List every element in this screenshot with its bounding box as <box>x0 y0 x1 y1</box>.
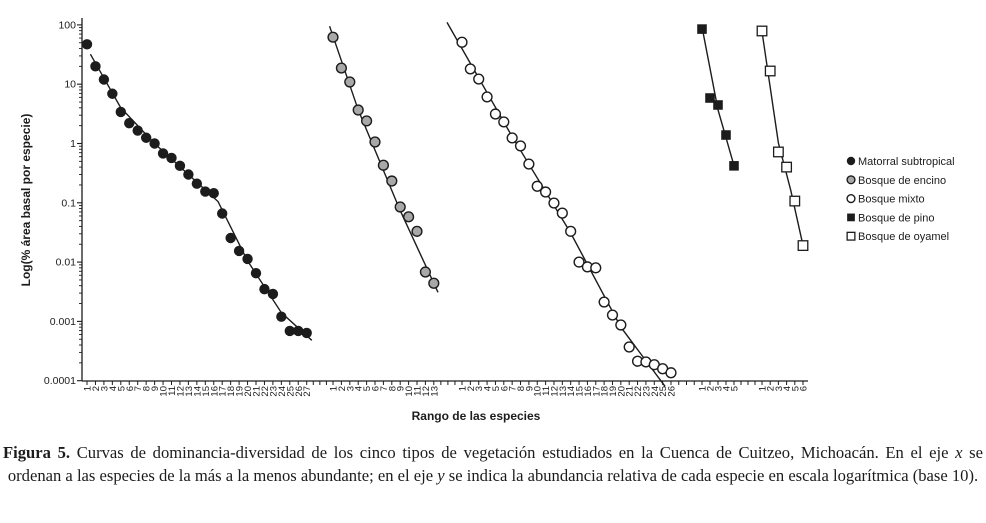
y-tick-label: 1 <box>70 138 76 150</box>
x-rank-label: 2 <box>705 386 717 392</box>
x-rank-label: 2 <box>465 386 477 392</box>
x-rank-label: 25 <box>658 386 670 397</box>
x-rank-label: 22 <box>633 386 645 397</box>
legend-label: Bosque de pino <box>858 212 935 225</box>
x-rank-label: 13 <box>557 386 569 397</box>
series-bosque-de-encino <box>328 26 439 292</box>
caption-segment: se indica la abundancia relativa de cada especie en escala logarítmica (base 10). <box>444 465 979 485</box>
x-rank-label: 7 <box>378 386 390 392</box>
x-rank-label: 4 <box>721 386 733 392</box>
x-rank-label: 8 <box>516 386 528 392</box>
legend-label: Matorral subtropical <box>858 156 955 168</box>
caption-segment: y <box>437 465 445 485</box>
x-rank-label: 11 <box>412 386 424 396</box>
x-rank-label: 4 <box>353 386 365 392</box>
x-rank-label: 25 <box>285 386 297 397</box>
y-tick-label: 0.0001 <box>43 375 76 388</box>
legend-item-bosque-de-pino <box>847 212 934 224</box>
trend-line <box>761 26 804 251</box>
x-rank-label: 8 <box>387 386 399 392</box>
x-axis <box>82 381 810 397</box>
x-rank-label: 17 <box>217 386 229 397</box>
caption-segment: x <box>955 443 963 462</box>
series-bosque-mixto <box>447 22 676 386</box>
legend-label: Bosque mixto <box>858 193 925 206</box>
x-rank-label: 1 <box>757 386 769 392</box>
x-rank-label: 6 <box>370 386 382 392</box>
x-rank-label: 2 <box>336 386 348 392</box>
trend-line <box>90 54 311 340</box>
x-rank-label: 1 <box>328 386 340 392</box>
x-rank-label: 5 <box>490 386 502 392</box>
x-rank-label: 13 <box>429 386 441 397</box>
figure-caption <box>0 440 986 487</box>
x-rank-label: 3 <box>773 386 785 392</box>
x-rank-label: 2 <box>90 386 102 392</box>
x-rank-label: 11 <box>167 386 178 396</box>
legend-item-matorral-subtropical <box>847 156 955 168</box>
x-rank-label: 26 <box>293 386 305 397</box>
y-axis <box>44 18 82 387</box>
y-tick-label: 10 <box>64 78 76 91</box>
x-rank-label: 7 <box>507 386 519 392</box>
legend-item-bosque-de-oyamel <box>847 231 949 243</box>
x-rank-label: 15 <box>200 386 212 397</box>
x-rank-label: 6 <box>798 386 810 392</box>
x-rank-label: 12 <box>549 386 561 397</box>
x-rank-label: 23 <box>268 386 280 397</box>
y-axis-title: Log(% área basal por especie) <box>19 113 33 287</box>
legend-item-bosque-mixto <box>847 194 925 206</box>
x-rank-label: 10 <box>158 386 170 397</box>
legend-label: Bosque de encino <box>858 174 947 187</box>
x-rank-label: 14 <box>566 386 578 397</box>
x-rank-label: 18 <box>226 386 238 397</box>
x-rank-label: 14 <box>192 386 204 397</box>
x-rank-label: 2 <box>765 386 777 392</box>
x-rank-label: 18 <box>599 386 611 397</box>
x-rank-label: 9 <box>524 386 536 392</box>
x-rank-label: 10 <box>404 386 416 397</box>
x-rank-label: 4 <box>107 386 119 392</box>
x-rank-label: 1 <box>697 386 709 392</box>
x-rank-label: 15 <box>574 386 586 397</box>
x-rank-label: 12 <box>175 386 187 397</box>
caption-segment: Curvas de dominancia-diversidad de los cinco tipos de vegetación estudiados en la Cuenca de Cuitzeo, Michoacán. En el eje <box>70 443 956 462</box>
y-tick-label: 0.1 <box>61 197 76 210</box>
x-rank-label: 19 <box>607 386 619 397</box>
x-rank-label: 24 <box>649 386 661 397</box>
x-rank-label: 5 <box>729 386 741 392</box>
legend-label: Bosque de oyamel <box>858 231 950 244</box>
x-rank-label: 9 <box>395 386 407 392</box>
x-rank-label: 16 <box>582 386 594 397</box>
x-rank-label: 21 <box>624 386 636 397</box>
x-rank-label: 17 <box>591 386 603 397</box>
x-rank-label: 4 <box>782 386 794 392</box>
x-axis-title: Rango de las especies <box>411 409 541 423</box>
x-rank-label: 20 <box>243 386 255 397</box>
x-rank-label: 8 <box>141 386 153 392</box>
x-rank-label: 11 <box>541 386 553 396</box>
x-rank-label: 23 <box>641 386 653 397</box>
y-tick-label: 100 <box>58 19 76 32</box>
x-rank-label: 10 <box>532 386 544 397</box>
x-rank-label: 4 <box>482 386 494 392</box>
x-rank-label: 9 <box>150 386 162 392</box>
x-rank-label: 24 <box>276 386 288 397</box>
x-rank-label: 3 <box>99 386 111 392</box>
x-rank-label: 3 <box>474 386 486 392</box>
x-rank-label: 7 <box>133 386 145 392</box>
x-rank-label: 5 <box>116 386 128 392</box>
series-bosque-de-pino <box>697 24 739 170</box>
caption-segment: Figura 5. <box>3 443 71 462</box>
legend-item-bosque-de-encino <box>847 175 946 187</box>
x-rank-label: 1 <box>82 386 94 392</box>
x-rank-label: 1 <box>457 386 469 392</box>
y-tick-label: 0.001 <box>49 315 76 328</box>
y-tick-label: 0.01 <box>55 256 76 269</box>
x-rank-label: 6 <box>499 386 511 392</box>
series-bosque-de-oyamel <box>757 26 808 251</box>
series-matorral-subtropical <box>82 39 312 340</box>
x-rank-label: 3 <box>345 386 357 392</box>
x-rank-label: 6 <box>124 386 136 392</box>
x-rank-label: 5 <box>362 386 374 392</box>
x-rank-label: 13 <box>183 386 195 397</box>
x-rank-label: 5 <box>790 386 802 392</box>
x-rank-label: 19 <box>234 386 246 397</box>
x-rank-label: 12 <box>420 386 432 397</box>
x-rank-label: 26 <box>666 386 678 397</box>
x-rank-label: 27 <box>302 386 314 397</box>
x-rank-label: 21 <box>251 386 263 397</box>
x-rank-label: 3 <box>713 386 725 392</box>
caption-segment: se ordenan a las especies de la más a la menos abundante; en el eje <box>7 443 983 485</box>
x-rank-label: 20 <box>616 386 628 397</box>
x-rank-label: 16 <box>209 386 221 397</box>
x-rank-label: 22 <box>259 386 271 397</box>
legend <box>847 156 955 243</box>
